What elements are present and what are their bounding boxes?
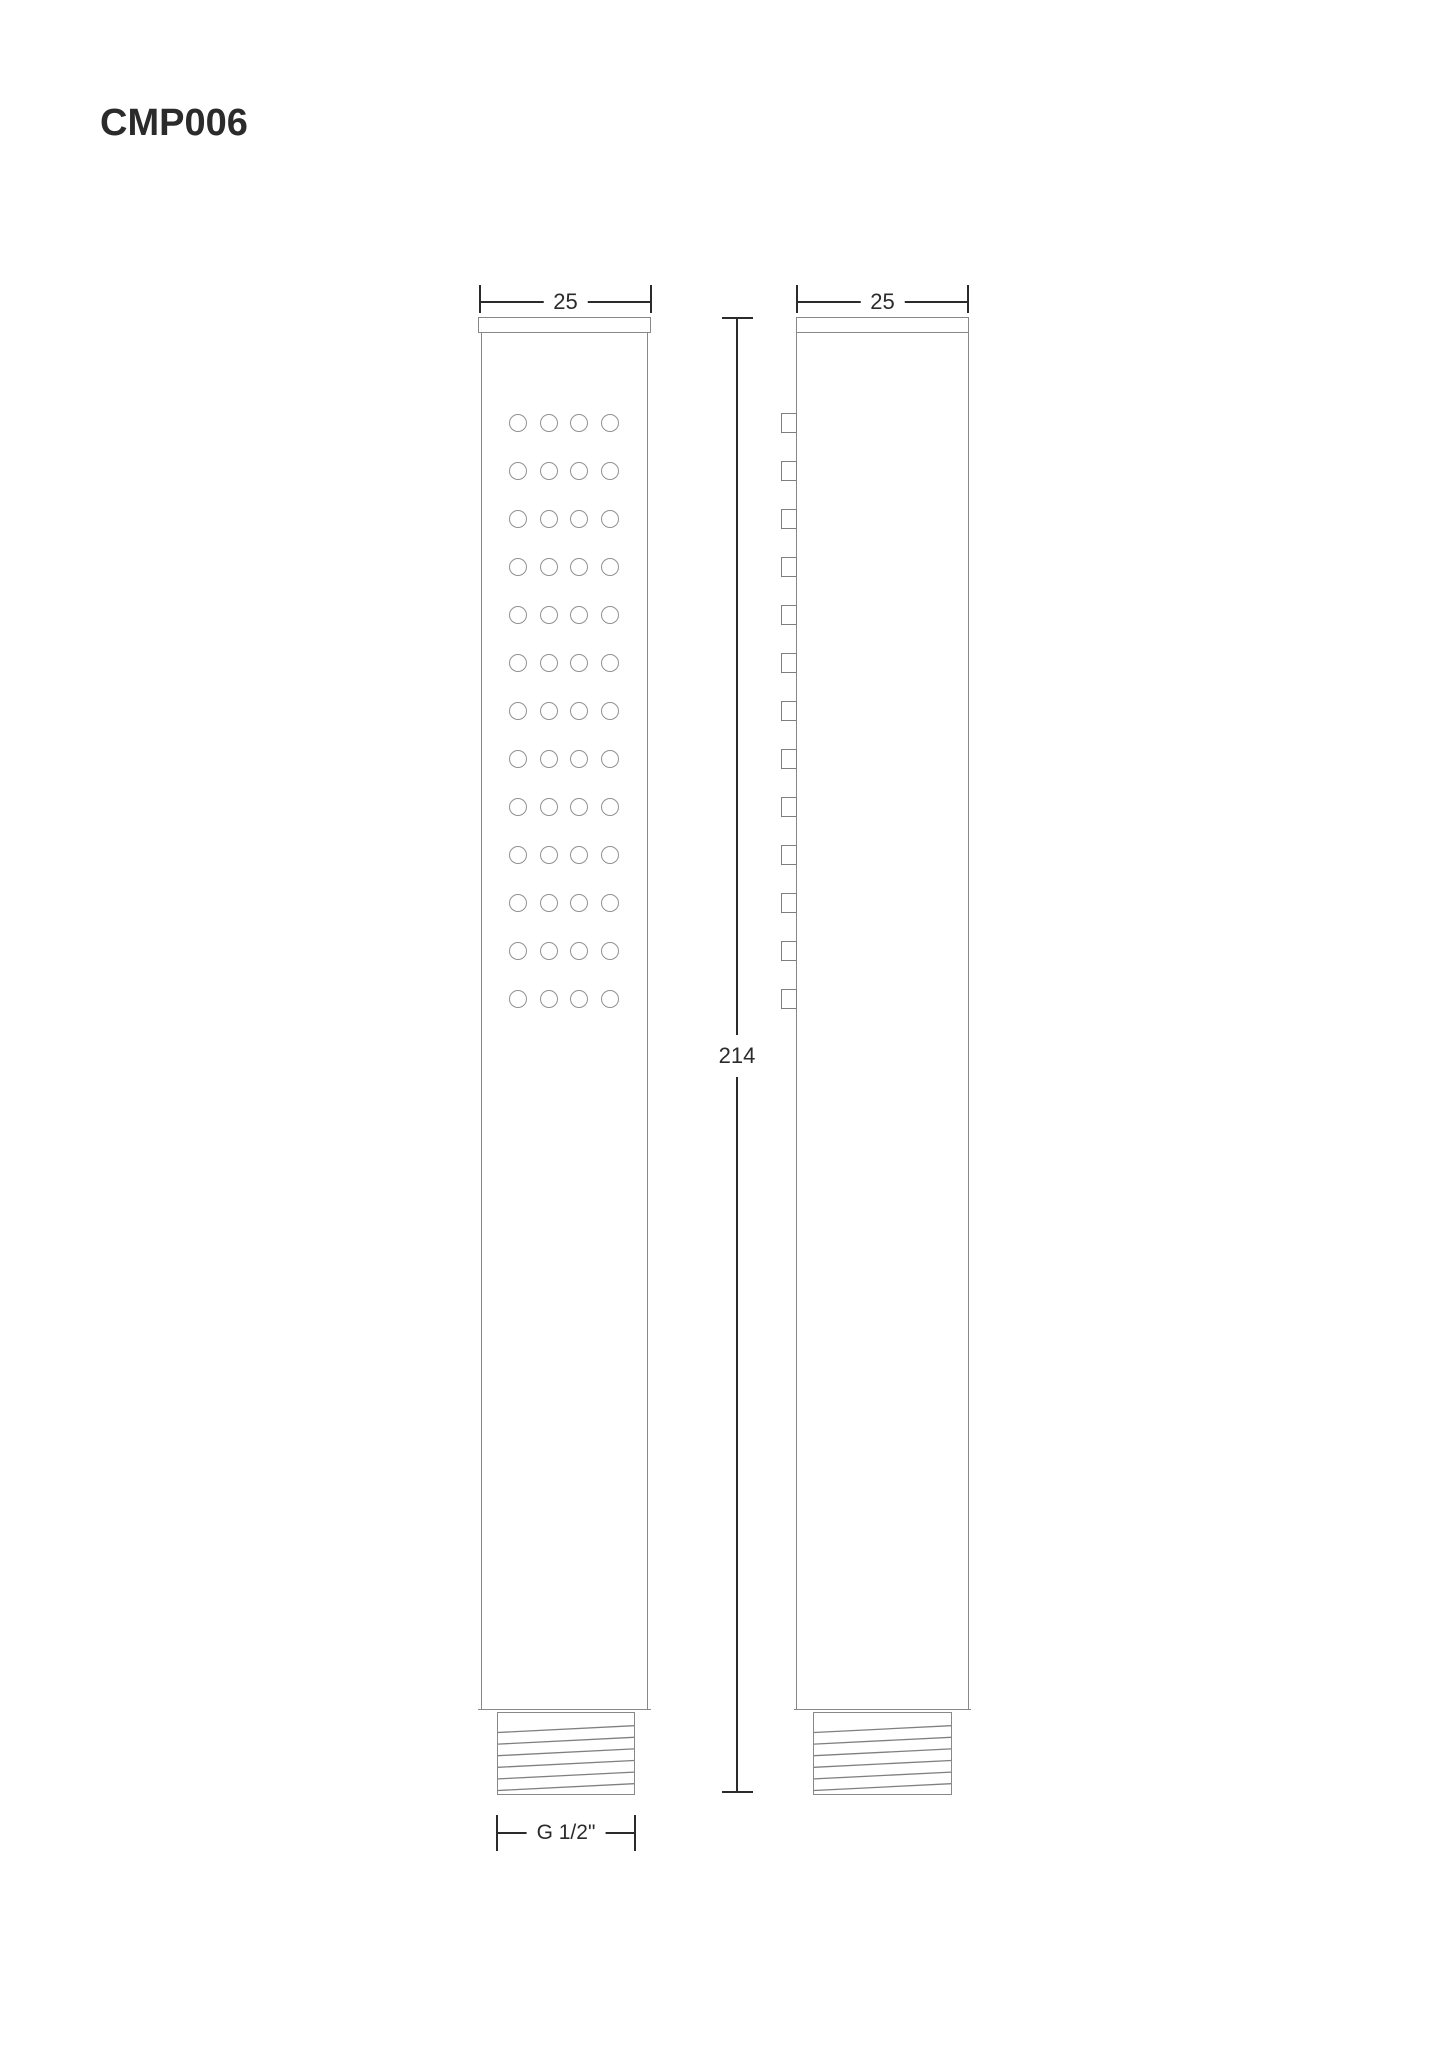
nozzle-profile: [781, 941, 797, 961]
nozzle-profile: [781, 413, 797, 433]
nozzle-profile: [781, 605, 797, 625]
nozzle-profile: [781, 749, 797, 769]
nozzle-profile: [781, 557, 797, 577]
side-bottom-edge: [794, 1709, 971, 1710]
nozzle-profile: [781, 893, 797, 913]
side-width-label: 25: [860, 289, 904, 315]
nozzle-profile: [781, 797, 797, 817]
nozzle-profile: [781, 461, 797, 481]
height-label: 214: [717, 1035, 758, 1077]
product-code: CMP006: [100, 102, 248, 144]
dimension-tick: [796, 285, 798, 313]
thread-size-label: G 1/2": [527, 1821, 606, 1845]
nozzle-profile: [781, 989, 797, 1009]
nozzle-profile: [781, 845, 797, 865]
side-width-dimension: [796, 285, 969, 313]
nozzle-profile: [781, 653, 797, 673]
front-width-label: 25: [543, 289, 587, 315]
side-body-outline: [796, 333, 969, 1710]
nozzle-profile: [781, 509, 797, 529]
side-thread-connector: [813, 1712, 952, 1795]
thread-lines: [814, 1713, 951, 1794]
side-top-cap: [796, 317, 969, 333]
dimension-tick: [967, 285, 969, 313]
nozzle-profile: [781, 701, 797, 721]
